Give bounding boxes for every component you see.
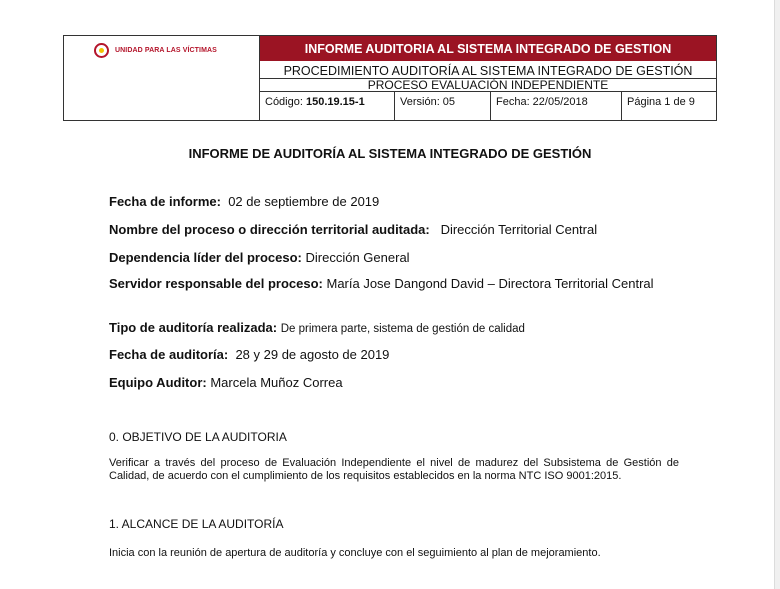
procedure-name: PROCEDIMIENTO AUDITORÍA AL SISTEMA INTEGRADO DE GESTIÓN [260, 63, 716, 79]
field-label: Equipo Auditor: [109, 375, 207, 390]
field-value: 02 de septiembre de 2019 [228, 194, 380, 209]
field-value: Dirección Territorial Central [440, 222, 598, 237]
field-label: Servidor responsable del proceso: [109, 276, 323, 291]
field-lead-department [109, 250, 679, 266]
section-text-objective: Verificar a través del proceso de Evaluación Independiente el nivel de madurez del Subsistema de Gestión de Calidad, de acuerdo con el cumplimiento de los requisitos establecidos en la norma NTC ISO 9001:2015. [109, 457, 679, 482]
code-label: Código: [265, 96, 303, 108]
field-label: Dependencia líder del proceso: [109, 250, 302, 265]
field-label: Tipo de auditoría realizada: [109, 320, 278, 335]
field-label: Fecha de auditoría: [109, 347, 229, 362]
field-audit-type [109, 320, 679, 337]
field-responsible-server [109, 276, 669, 292]
field-audit-date [109, 347, 679, 363]
field-value: María Jose Dangond David – Directora Territorial Central [326, 276, 654, 291]
code-value: 150.19.15-1 [305, 96, 365, 108]
field-process-name [109, 222, 679, 238]
logo-cell [64, 36, 260, 120]
document-header-table [63, 35, 717, 121]
section-heading-objective: 0. OBJETIVO DE LA AUDITORIA [109, 430, 287, 444]
logo-emblem-icon [94, 43, 109, 58]
report-banner: INFORME AUDITORIA AL SISTEMA INTEGRADO DE GESTION [260, 36, 716, 61]
page-cell: Página 1 de 9 [627, 96, 695, 108]
date-cell: Fecha: 22/05/2018 [491, 92, 622, 120]
field-value: 28 y 29 de agosto de 2019 [235, 347, 390, 362]
version-cell: Versión: 05 [395, 92, 491, 120]
page-edge [774, 0, 780, 589]
field-label: Fecha de informe: [109, 194, 221, 209]
meta-row [260, 92, 716, 120]
field-value: De primera parte, sistema de gestión de calidad [280, 323, 525, 335]
code-cell [260, 92, 395, 120]
section-heading-scope: 1. ALCANCE DE LA AUDITORÍA [109, 517, 284, 531]
section-text-scope: Inicia con la reunión de apertura de auditoría y concluye con el seguimiento al plan de mejoramiento. [109, 547, 601, 559]
process-name: PROCESO EVALUACIÓN INDEPENDIENTE [260, 79, 716, 92]
logo-text: UNIDAD PARA LAS VÍCTIMAS [115, 47, 217, 54]
field-value: Dirección General [305, 250, 410, 265]
field-audit-team [109, 375, 679, 391]
field-value: Marcela Muñoz Correa [210, 375, 343, 390]
unidad-victimas-logo [94, 43, 217, 58]
field-label: Nombre del proceso o dirección territorial auditada: [109, 222, 430, 237]
document-title: INFORME DE AUDITORÍA AL SISTEMA INTEGRADO DE GESTIÓN [188, 146, 592, 161]
field-report-date [109, 194, 679, 210]
